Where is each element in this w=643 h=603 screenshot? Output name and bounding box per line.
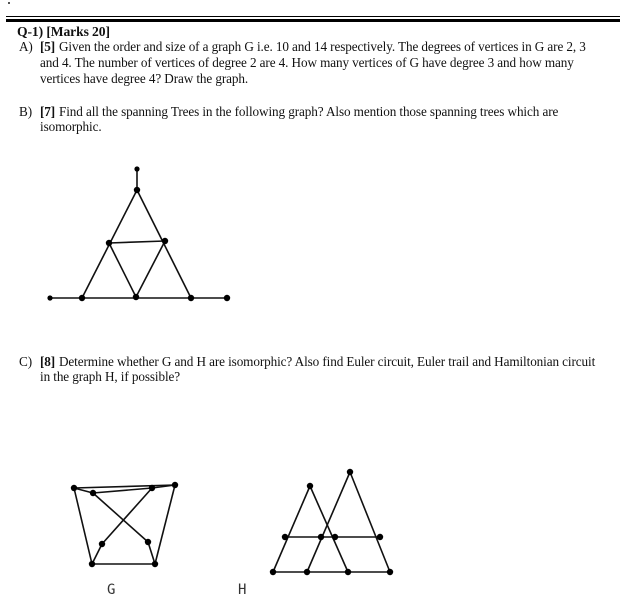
- edge: [350, 472, 390, 572]
- part-b-marks: [7]: [40, 104, 56, 119]
- edge: [92, 544, 102, 564]
- question-header: Q-1) [Marks 20]: [17, 24, 110, 39]
- edge: [148, 542, 155, 564]
- part-c-line-2: in the graph H, if possible?: [40, 369, 181, 384]
- part-c-label: C): [19, 354, 32, 369]
- vertex: [387, 569, 393, 575]
- vertex: [133, 294, 139, 300]
- part-b-line-1: Find all the spanning Trees in the following graph? Also mention those spanning trees which are: [59, 104, 559, 119]
- vertex: [99, 541, 105, 547]
- vertex: [145, 539, 151, 545]
- part-c-line-1: Determine whether G and H are isomorphic? Also find Euler circuit, Euler trail and Hamiltonian circuit: [59, 354, 596, 369]
- vertex: [347, 469, 353, 475]
- vertex: [172, 482, 178, 488]
- vertex: [152, 561, 158, 567]
- vertex: [345, 569, 351, 575]
- vertex: [304, 569, 310, 575]
- vertex: [134, 187, 140, 193]
- vertex: [162, 238, 168, 244]
- part-a-line-1: Given the order and size of a graph G i.e. 10 and 14 respectively. The degrees of vertices in G are 2, 3: [59, 39, 586, 54]
- part-b-line-2: isomorphic.: [40, 119, 102, 134]
- edge: [310, 486, 348, 572]
- part-a-line-2: and 4. The number of vertices of degree 2 are 4. How many vertices of G have degree 3 and how many: [40, 55, 574, 70]
- vertex: [188, 295, 194, 301]
- vertex: [71, 485, 77, 491]
- vertex: [106, 240, 112, 246]
- graph-g-label: G: [107, 582, 116, 598]
- part-a-marks: [5]: [40, 39, 56, 54]
- vertex: [90, 490, 96, 496]
- part-c-marks: [8]: [40, 354, 56, 369]
- edge: [93, 493, 148, 542]
- vertex: [377, 534, 383, 540]
- vertex: [149, 485, 155, 491]
- edge: [74, 488, 92, 564]
- part-a-label: A): [19, 39, 33, 54]
- edge: [109, 241, 165, 243]
- edge: [93, 488, 152, 493]
- vertex: [134, 166, 139, 171]
- vertex: [282, 534, 288, 540]
- edge: [102, 488, 152, 544]
- edge: [307, 472, 350, 572]
- graph-g: [71, 482, 178, 567]
- part-b-label: B): [19, 104, 32, 119]
- spanning-tree-graph: [47, 166, 230, 301]
- vertex: [47, 295, 52, 300]
- edge: [155, 485, 175, 564]
- vertex: [79, 295, 85, 301]
- edge: [273, 486, 310, 572]
- part-a-line-3: vertices have degree 4? Draw the graph.: [40, 71, 249, 86]
- graph-h-label: H: [238, 582, 247, 598]
- vertex: [307, 483, 313, 489]
- vertex: [318, 534, 324, 540]
- edge: [109, 243, 136, 297]
- vertex: [224, 295, 230, 301]
- vertex: [332, 534, 338, 540]
- graph-h: [270, 469, 393, 575]
- vertex: [89, 561, 95, 567]
- edge: [136, 241, 165, 297]
- vertex: [270, 569, 276, 575]
